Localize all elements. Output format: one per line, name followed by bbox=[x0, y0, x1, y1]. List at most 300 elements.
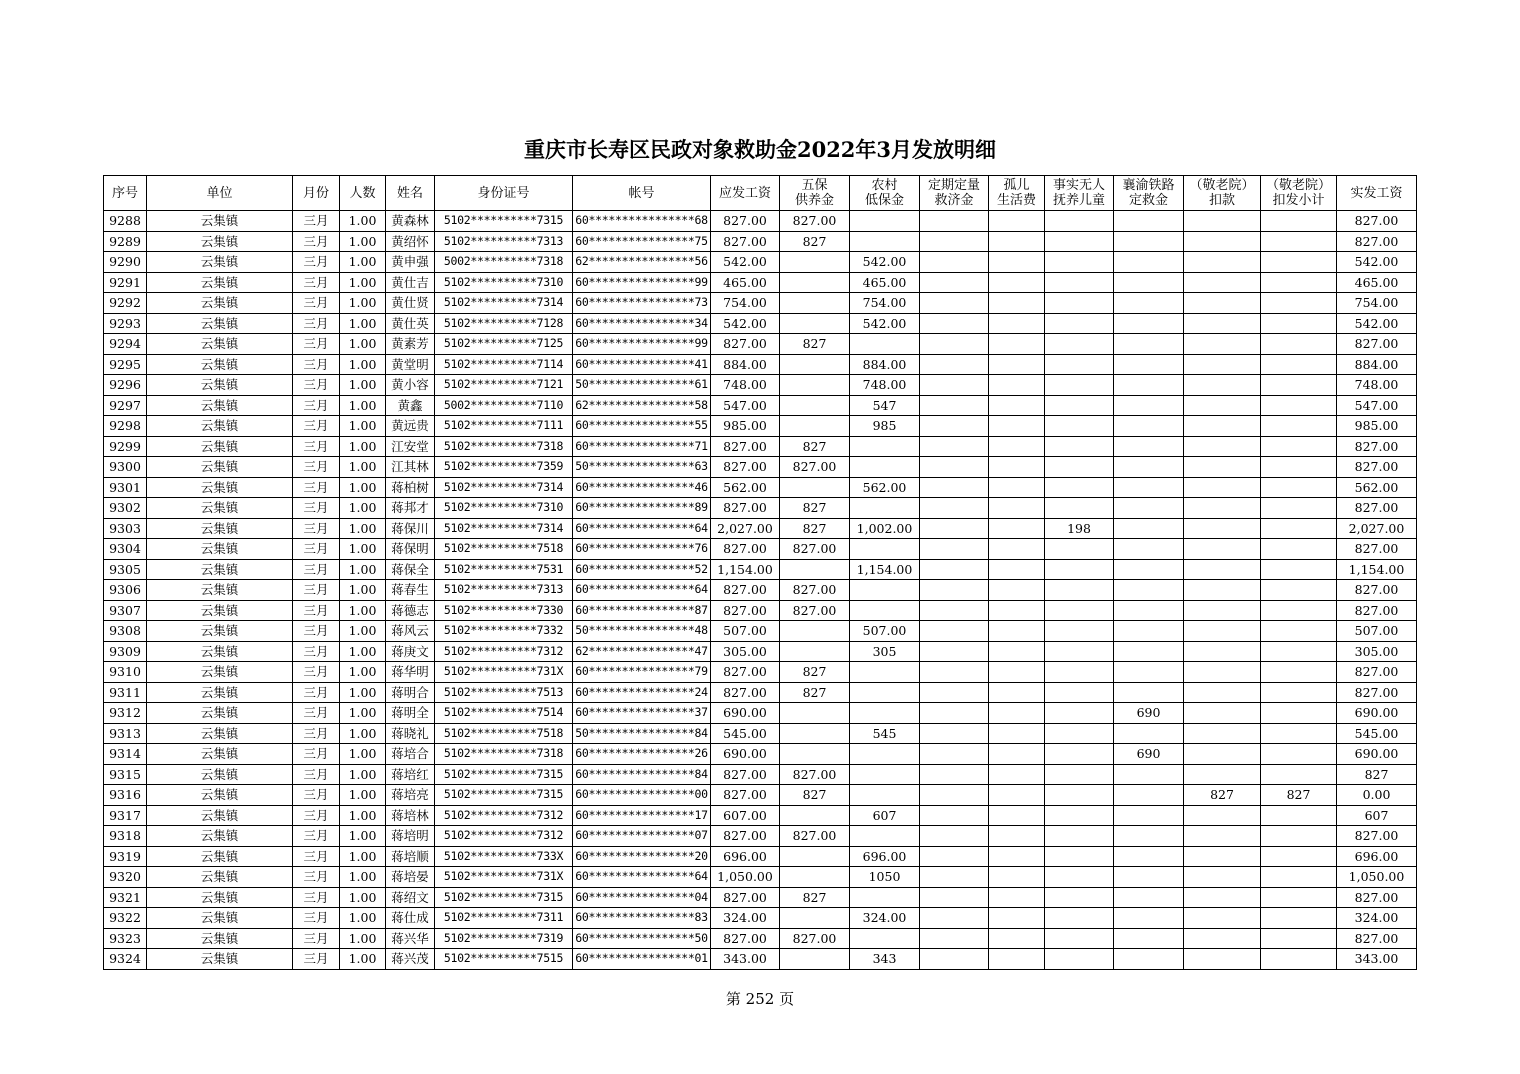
table-cell bbox=[1261, 846, 1337, 867]
table-cell: 云集镇 bbox=[147, 785, 293, 806]
table-cell: 827 bbox=[780, 334, 850, 355]
table-cell: 三月 bbox=[293, 436, 340, 457]
table-cell: 324.00 bbox=[850, 908, 920, 929]
table-cell bbox=[920, 334, 989, 355]
table-cell: 三月 bbox=[293, 293, 340, 314]
table-cell bbox=[1184, 436, 1261, 457]
table-cell: 827 bbox=[1261, 785, 1337, 806]
table-cell: 三月 bbox=[293, 559, 340, 580]
table-cell bbox=[989, 416, 1045, 437]
table-cell: 60****************20 bbox=[573, 846, 711, 867]
table-cell: 827.00 bbox=[1337, 231, 1417, 252]
table-cell: 云集镇 bbox=[147, 354, 293, 375]
table-cell: 1.00 bbox=[340, 723, 386, 744]
table-row bbox=[104, 293, 1417, 314]
table-cell bbox=[989, 580, 1045, 601]
table-cell: 2,027.00 bbox=[711, 518, 780, 539]
table-cell: 云集镇 bbox=[147, 477, 293, 498]
table-cell bbox=[1261, 600, 1337, 621]
table-cell bbox=[1114, 805, 1184, 826]
table-cell: 蒋培合 bbox=[386, 744, 435, 765]
table-cell bbox=[1114, 211, 1184, 232]
table-cell bbox=[989, 867, 1045, 888]
table-cell bbox=[920, 662, 989, 683]
table-cell bbox=[1114, 621, 1184, 642]
table-cell bbox=[1045, 805, 1114, 826]
table-cell bbox=[920, 600, 989, 621]
table-cell bbox=[850, 334, 920, 355]
table-cell: 1.00 bbox=[340, 887, 386, 908]
table-cell: 60****************99 bbox=[573, 272, 711, 293]
table-row bbox=[104, 354, 1417, 375]
table-cell bbox=[920, 580, 989, 601]
table-cell: 60****************26 bbox=[573, 744, 711, 765]
table-cell: 三月 bbox=[293, 723, 340, 744]
table-cell: 云集镇 bbox=[147, 211, 293, 232]
table-cell bbox=[1114, 826, 1184, 847]
table-cell: 9301 bbox=[104, 477, 147, 498]
table-cell bbox=[1184, 477, 1261, 498]
table-cell bbox=[1261, 272, 1337, 293]
table-body bbox=[104, 211, 1417, 970]
table-cell bbox=[1114, 231, 1184, 252]
table-cell: 9297 bbox=[104, 395, 147, 416]
table-cell: 324.00 bbox=[1337, 908, 1417, 929]
table-cell: 蒋兴华 bbox=[386, 928, 435, 949]
table-cell: 三月 bbox=[293, 928, 340, 949]
table-cell: 9323 bbox=[104, 928, 147, 949]
table-cell bbox=[1184, 231, 1261, 252]
table-cell: 827.00 bbox=[711, 826, 780, 847]
table-cell bbox=[1045, 846, 1114, 867]
table-row bbox=[104, 334, 1417, 355]
table-cell bbox=[850, 211, 920, 232]
table-cell: 5102**********7128 bbox=[435, 313, 573, 334]
table-cell: 827.00 bbox=[711, 764, 780, 785]
table-cell bbox=[850, 580, 920, 601]
table-cell bbox=[1045, 764, 1114, 785]
table-cell bbox=[1045, 211, 1114, 232]
table-cell: 三月 bbox=[293, 887, 340, 908]
table-row bbox=[104, 641, 1417, 662]
table-cell bbox=[989, 354, 1045, 375]
table-cell bbox=[989, 785, 1045, 806]
table-cell: 324.00 bbox=[711, 908, 780, 929]
table-cell: 9317 bbox=[104, 805, 147, 826]
table-cell: 5102**********7314 bbox=[435, 477, 573, 498]
table-cell: 696.00 bbox=[850, 846, 920, 867]
table-cell: 827.00 bbox=[1337, 682, 1417, 703]
table-cell: 1,154.00 bbox=[1337, 559, 1417, 580]
table-cell: 60****************76 bbox=[573, 539, 711, 560]
table-cell bbox=[1261, 211, 1337, 232]
table-cell bbox=[920, 211, 989, 232]
table-cell: 827.00 bbox=[1337, 826, 1417, 847]
table-cell: 9291 bbox=[104, 272, 147, 293]
table-cell: 985.00 bbox=[711, 416, 780, 437]
table-cell: 三月 bbox=[293, 416, 340, 437]
table-cell: 三月 bbox=[293, 744, 340, 765]
table-cell bbox=[780, 416, 850, 437]
table-row bbox=[104, 559, 1417, 580]
table-cell: 5102**********7314 bbox=[435, 518, 573, 539]
table-cell: 60****************89 bbox=[573, 498, 711, 519]
table-cell bbox=[989, 703, 1045, 724]
table-cell bbox=[920, 723, 989, 744]
table-row bbox=[104, 908, 1417, 929]
table-cell bbox=[1045, 252, 1114, 273]
table-row bbox=[104, 498, 1417, 519]
table-cell bbox=[1045, 908, 1114, 929]
table-cell bbox=[1261, 908, 1337, 929]
table-cell: 827.00 bbox=[711, 600, 780, 621]
table-cell bbox=[920, 436, 989, 457]
table-cell bbox=[1184, 908, 1261, 929]
table-cell: 三月 bbox=[293, 272, 340, 293]
table-cell: 三月 bbox=[293, 703, 340, 724]
table-cell bbox=[920, 518, 989, 539]
table-cell bbox=[1261, 313, 1337, 334]
table-cell: 1.00 bbox=[340, 662, 386, 683]
table-cell bbox=[1045, 682, 1114, 703]
table-cell bbox=[1261, 559, 1337, 580]
table-cell: 云集镇 bbox=[147, 805, 293, 826]
table-cell: 三月 bbox=[293, 313, 340, 334]
table-cell: 三月 bbox=[293, 621, 340, 642]
table-cell bbox=[1114, 354, 1184, 375]
table-cell: 748.00 bbox=[850, 375, 920, 396]
table-row bbox=[104, 867, 1417, 888]
table-cell: 60****************99 bbox=[573, 334, 711, 355]
table-header-row bbox=[104, 176, 1417, 211]
table-cell: 827.00 bbox=[780, 539, 850, 560]
table-cell: 545.00 bbox=[711, 723, 780, 744]
table-cell: 690.00 bbox=[711, 744, 780, 765]
table-cell bbox=[1045, 457, 1114, 478]
table-cell bbox=[989, 313, 1045, 334]
table-cell: 三月 bbox=[293, 477, 340, 498]
table-cell bbox=[1261, 231, 1337, 252]
table-cell bbox=[1114, 641, 1184, 662]
table-cell: 305.00 bbox=[711, 641, 780, 662]
table-cell bbox=[850, 785, 920, 806]
table-cell: 三月 bbox=[293, 764, 340, 785]
table-cell: 827 bbox=[780, 498, 850, 519]
table-cell: 1.00 bbox=[340, 211, 386, 232]
table-cell: 三月 bbox=[293, 334, 340, 355]
table-cell: 蒋培明 bbox=[386, 826, 435, 847]
table-cell bbox=[1261, 621, 1337, 642]
table-cell bbox=[780, 272, 850, 293]
table-cell bbox=[920, 867, 989, 888]
table-cell bbox=[1114, 416, 1184, 437]
table-cell: 蒋培晏 bbox=[386, 867, 435, 888]
table-cell: 1.00 bbox=[340, 457, 386, 478]
table-cell bbox=[1045, 641, 1114, 662]
table-cell: 60****************75 bbox=[573, 231, 711, 252]
table-cell bbox=[1045, 949, 1114, 970]
table-cell: 9300 bbox=[104, 457, 147, 478]
table-cell: 蒋保川 bbox=[386, 518, 435, 539]
column-header: （敬老院） 扣发小计 bbox=[1261, 176, 1337, 211]
table-cell: 云集镇 bbox=[147, 867, 293, 888]
table-cell bbox=[920, 559, 989, 580]
table-cell: 5102**********7514 bbox=[435, 703, 573, 724]
table-cell: 305 bbox=[850, 641, 920, 662]
column-header: 序号 bbox=[104, 176, 147, 211]
table-cell: 545 bbox=[850, 723, 920, 744]
table-cell bbox=[1045, 395, 1114, 416]
table-row bbox=[104, 600, 1417, 621]
table-cell: 黄绍怀 bbox=[386, 231, 435, 252]
table-cell bbox=[920, 908, 989, 929]
table-cell: 827.00 bbox=[1337, 457, 1417, 478]
table-cell bbox=[850, 928, 920, 949]
table-cell: 827.00 bbox=[711, 887, 780, 908]
table-cell bbox=[1045, 867, 1114, 888]
table-cell: 9293 bbox=[104, 313, 147, 334]
table-cell bbox=[1184, 887, 1261, 908]
table-cell bbox=[920, 498, 989, 519]
table-cell: 985 bbox=[850, 416, 920, 437]
table-cell: 云集镇 bbox=[147, 272, 293, 293]
table-cell: 507.00 bbox=[711, 621, 780, 642]
table-cell: 1.00 bbox=[340, 559, 386, 580]
table-cell bbox=[1114, 395, 1184, 416]
table-cell: 1.00 bbox=[340, 518, 386, 539]
table-cell: 827.00 bbox=[711, 457, 780, 478]
table-cell: 827 bbox=[780, 231, 850, 252]
table-cell: 5102**********7310 bbox=[435, 498, 573, 519]
table-cell: 三月 bbox=[293, 908, 340, 929]
table-cell: 60****************00 bbox=[573, 785, 711, 806]
table-cell: 1.00 bbox=[340, 867, 386, 888]
table-cell: 5102**********7314 bbox=[435, 293, 573, 314]
table-cell: 5102**********7111 bbox=[435, 416, 573, 437]
table-cell bbox=[920, 826, 989, 847]
table-cell: 黄森林 bbox=[386, 211, 435, 232]
table-cell: 60****************17 bbox=[573, 805, 711, 826]
table-cell: 827 bbox=[780, 436, 850, 457]
table-cell bbox=[1261, 293, 1337, 314]
table-cell bbox=[1114, 559, 1184, 580]
table-cell: 三月 bbox=[293, 518, 340, 539]
table-cell: 827.00 bbox=[711, 928, 780, 949]
table-cell: 343 bbox=[850, 949, 920, 970]
column-header: （敬老院） 扣款 bbox=[1184, 176, 1261, 211]
table-cell: 748.00 bbox=[1337, 375, 1417, 396]
table-cell: 507.00 bbox=[1337, 621, 1417, 642]
table-cell: 蒋春生 bbox=[386, 580, 435, 601]
table-cell bbox=[1261, 580, 1337, 601]
table-cell: 1.00 bbox=[340, 805, 386, 826]
table-cell bbox=[1184, 354, 1261, 375]
column-header: 人数 bbox=[340, 176, 386, 211]
table-cell: 60****************79 bbox=[573, 662, 711, 683]
table-cell bbox=[989, 498, 1045, 519]
table-cell bbox=[1045, 477, 1114, 498]
table-cell: 蒋培顺 bbox=[386, 846, 435, 867]
table-cell: 1.00 bbox=[340, 252, 386, 273]
table-cell bbox=[1045, 375, 1114, 396]
table-row bbox=[104, 887, 1417, 908]
table-cell bbox=[1114, 518, 1184, 539]
payment-table bbox=[103, 175, 1417, 970]
table-cell: 9290 bbox=[104, 252, 147, 273]
table-cell: 827 bbox=[780, 662, 850, 683]
table-cell: 547 bbox=[850, 395, 920, 416]
table-cell: 云集镇 bbox=[147, 744, 293, 765]
table-cell bbox=[920, 785, 989, 806]
table-row bbox=[104, 477, 1417, 498]
table-cell bbox=[1114, 436, 1184, 457]
table-cell: 三月 bbox=[293, 682, 340, 703]
table-row bbox=[104, 826, 1417, 847]
table-cell: 60****************55 bbox=[573, 416, 711, 437]
table-cell: 9298 bbox=[104, 416, 147, 437]
table-cell bbox=[920, 744, 989, 765]
table-cell: 2,027.00 bbox=[1337, 518, 1417, 539]
table-cell: 1.00 bbox=[340, 354, 386, 375]
column-header: 实发工资 bbox=[1337, 176, 1417, 211]
table-row bbox=[104, 723, 1417, 744]
table-cell bbox=[1045, 436, 1114, 457]
table-cell bbox=[1045, 334, 1114, 355]
table-cell: 三月 bbox=[293, 252, 340, 273]
table-cell bbox=[1184, 334, 1261, 355]
table-cell bbox=[1045, 313, 1114, 334]
table-cell: 5102**********7330 bbox=[435, 600, 573, 621]
table-cell bbox=[1045, 272, 1114, 293]
table-cell: 60****************68 bbox=[573, 211, 711, 232]
table-cell bbox=[1184, 621, 1261, 642]
table-cell bbox=[920, 539, 989, 560]
table-cell: 5102**********7315 bbox=[435, 211, 573, 232]
column-header: 单位 bbox=[147, 176, 293, 211]
table-cell: 云集镇 bbox=[147, 375, 293, 396]
table-cell: 60****************73 bbox=[573, 293, 711, 314]
table-cell: 1.00 bbox=[340, 313, 386, 334]
table-cell bbox=[1184, 395, 1261, 416]
table-cell: 62****************47 bbox=[573, 641, 711, 662]
table-cell: 827.00 bbox=[711, 436, 780, 457]
table-cell: 754.00 bbox=[850, 293, 920, 314]
table-cell: 三月 bbox=[293, 498, 340, 519]
table-cell bbox=[1114, 723, 1184, 744]
table-cell: 蒋华明 bbox=[386, 662, 435, 683]
table-cell bbox=[850, 826, 920, 847]
table-cell: 827.00 bbox=[780, 211, 850, 232]
table-cell: 9313 bbox=[104, 723, 147, 744]
table-cell bbox=[920, 764, 989, 785]
table-cell: 1.00 bbox=[340, 272, 386, 293]
table-cell bbox=[920, 949, 989, 970]
table-cell: 云集镇 bbox=[147, 703, 293, 724]
table-cell bbox=[989, 805, 1045, 826]
table-cell: 蒋培红 bbox=[386, 764, 435, 785]
table-cell bbox=[1261, 641, 1337, 662]
table-cell: 60****************87 bbox=[573, 600, 711, 621]
table-cell: 827 bbox=[780, 518, 850, 539]
column-header: 襄渝铁路 定救金 bbox=[1114, 176, 1184, 211]
table-cell: 三月 bbox=[293, 641, 340, 662]
table-cell bbox=[920, 272, 989, 293]
table-cell: 三月 bbox=[293, 785, 340, 806]
table-cell: 562.00 bbox=[1337, 477, 1417, 498]
table-cell bbox=[1184, 805, 1261, 826]
table-cell: 60****************04 bbox=[573, 887, 711, 908]
table-cell: 748.00 bbox=[711, 375, 780, 396]
table-cell bbox=[989, 723, 1045, 744]
table-cell bbox=[1184, 662, 1261, 683]
table-cell: 60****************41 bbox=[573, 354, 711, 375]
table-cell: 9310 bbox=[104, 662, 147, 683]
table-cell bbox=[850, 600, 920, 621]
table-cell bbox=[1261, 416, 1337, 437]
table-cell bbox=[1261, 518, 1337, 539]
table-cell bbox=[1261, 539, 1337, 560]
table-cell: 50****************48 bbox=[573, 621, 711, 642]
table-cell bbox=[989, 375, 1045, 396]
table-cell bbox=[1114, 293, 1184, 314]
table-cell bbox=[1114, 949, 1184, 970]
table-cell bbox=[1184, 641, 1261, 662]
table-cell bbox=[989, 846, 1045, 867]
table-cell bbox=[1114, 375, 1184, 396]
table-cell: 50****************63 bbox=[573, 457, 711, 478]
table-cell bbox=[989, 682, 1045, 703]
table-cell bbox=[989, 457, 1045, 478]
table-cell: 884.00 bbox=[711, 354, 780, 375]
table-cell bbox=[780, 621, 850, 642]
table-cell: 云集镇 bbox=[147, 764, 293, 785]
table-cell: 827.00 bbox=[780, 600, 850, 621]
table-cell: 50****************84 bbox=[573, 723, 711, 744]
table-cell: 827.00 bbox=[711, 662, 780, 683]
table-cell: 蒋邦才 bbox=[386, 498, 435, 519]
table-cell bbox=[920, 805, 989, 826]
table-cell bbox=[1045, 928, 1114, 949]
table-cell bbox=[780, 805, 850, 826]
table-cell: 1,050.00 bbox=[1337, 867, 1417, 888]
table-cell: 云集镇 bbox=[147, 580, 293, 601]
table-cell bbox=[989, 826, 1045, 847]
table-cell bbox=[989, 641, 1045, 662]
table-cell: 9304 bbox=[104, 539, 147, 560]
table-cell bbox=[780, 293, 850, 314]
table-cell: 60****************46 bbox=[573, 477, 711, 498]
table-cell bbox=[1114, 867, 1184, 888]
table-cell bbox=[989, 559, 1045, 580]
table-cell bbox=[989, 600, 1045, 621]
table-cell bbox=[1261, 949, 1337, 970]
table-cell bbox=[920, 703, 989, 724]
table-cell bbox=[1184, 539, 1261, 560]
table-cell: 三月 bbox=[293, 580, 340, 601]
table-cell: 9296 bbox=[104, 375, 147, 396]
table-cell: 9305 bbox=[104, 559, 147, 580]
table-cell bbox=[1261, 395, 1337, 416]
table-cell bbox=[1045, 621, 1114, 642]
table-cell: 黄仕英 bbox=[386, 313, 435, 334]
table-cell: 827.00 bbox=[1337, 887, 1417, 908]
table-cell: 542.00 bbox=[1337, 252, 1417, 273]
table-cell: 1,154.00 bbox=[711, 559, 780, 580]
table-cell bbox=[989, 764, 1045, 785]
table-cell bbox=[1045, 785, 1114, 806]
table-cell bbox=[1114, 539, 1184, 560]
table-cell: 5102**********7315 bbox=[435, 887, 573, 908]
